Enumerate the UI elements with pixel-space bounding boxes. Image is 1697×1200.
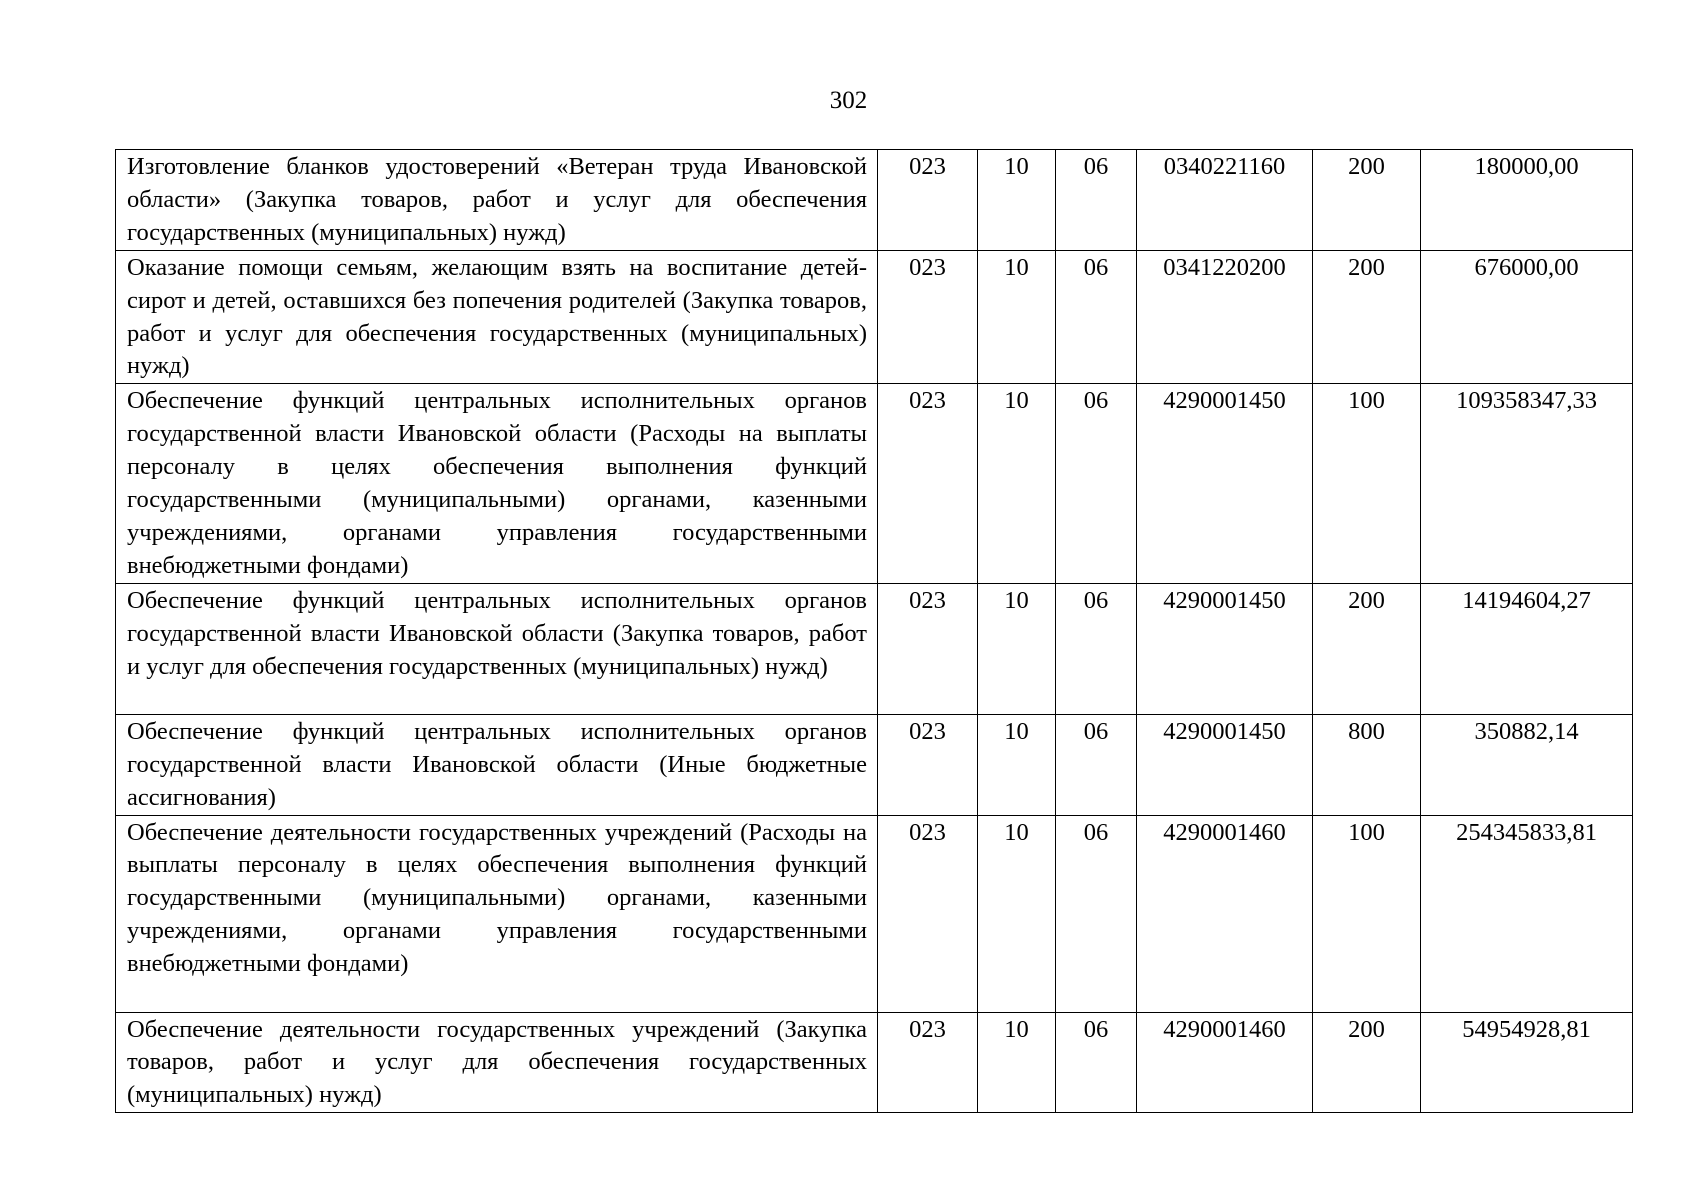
subsection-code: 06	[1056, 714, 1137, 815]
expense-description: Изготовление бланков удостоверений «Ветеран труда Ивановской области» (Закупка товаров, работ и услуг для обеспечения государственных (муниципальных) нужд)	[116, 150, 878, 251]
section-code: 10	[978, 815, 1056, 1012]
target-article-code: 0341220200	[1137, 250, 1313, 384]
target-article-code: 4290001460	[1137, 1012, 1313, 1113]
expense-description: Обеспечение функций центральных исполнительных органов государственной власти Ивановской области (Закупка товаров, работ и услуг для обеспечения государственных (муниципальных) нужд)	[116, 583, 878, 714]
ministry-code: 023	[878, 714, 978, 815]
expense-type-code: 200	[1313, 250, 1421, 384]
expense-type-code: 200	[1313, 583, 1421, 714]
subsection-code: 06	[1056, 815, 1137, 1012]
subsection-code: 06	[1056, 583, 1137, 714]
amount: 254345833,81	[1421, 815, 1633, 1012]
target-article-code: 4290001460	[1137, 815, 1313, 1012]
expense-type-code: 200	[1313, 1012, 1421, 1113]
ministry-code: 023	[878, 384, 978, 583]
amount: 180000,00	[1421, 150, 1633, 251]
table-row	[116, 384, 1633, 583]
expense-description: Обеспечение функций центральных исполнительных органов государственной власти Ивановской области (Расходы на выплаты персоналу в целях обеспечения выполнения функций государственными (муниципальными) органами, казенными учреждениями, органами управления государственными внебюджетными фондами)	[116, 384, 878, 583]
expense-description: Обеспечение деятельности государственных учреждений (Закупка товаров, работ и услуг для обеспечения государственных (муниципальных) нужд)	[116, 1012, 878, 1113]
page-number: 302	[829, 87, 868, 114]
subsection-code: 06	[1056, 150, 1137, 251]
section-code: 10	[978, 583, 1056, 714]
ministry-code: 023	[878, 1012, 978, 1113]
amount: 109358347,33	[1421, 384, 1633, 583]
subsection-code: 06	[1056, 250, 1137, 384]
ministry-code: 023	[878, 250, 978, 384]
subsection-code: 06	[1056, 384, 1137, 583]
table-row	[116, 250, 1633, 384]
expense-type-code: 100	[1313, 384, 1421, 583]
ministry-code: 023	[878, 150, 978, 251]
table-row	[116, 150, 1633, 251]
expense-description: Оказание помощи семьям, желающим взять на воспитание детей-сирот и детей, оставшихся без попечения родителей (Закупка товаров, работ и услуг для обеспечения государственных (муниципальных) нужд)	[116, 250, 878, 384]
amount: 350882,14	[1421, 714, 1633, 815]
section-code: 10	[978, 714, 1056, 815]
table-row	[116, 1012, 1633, 1113]
target-article-code: 4290001450	[1137, 714, 1313, 815]
expense-description: Обеспечение функций центральных исполнительных органов государственной власти Ивановской области (Иные бюджетные ассигнования)	[116, 714, 878, 815]
target-article-code: 4290001450	[1137, 384, 1313, 583]
ministry-code: 023	[878, 815, 978, 1012]
amount: 676000,00	[1421, 250, 1633, 384]
table-row	[116, 815, 1633, 1012]
section-code: 10	[978, 150, 1056, 251]
budget-table	[115, 149, 1633, 1113]
target-article-code: 0340221160	[1137, 150, 1313, 251]
expense-type-code: 800	[1313, 714, 1421, 815]
expense-type-code: 200	[1313, 150, 1421, 251]
ministry-code: 023	[878, 583, 978, 714]
table-row	[116, 714, 1633, 815]
section-code: 10	[978, 384, 1056, 583]
amount: 54954928,81	[1421, 1012, 1633, 1113]
section-code: 10	[978, 1012, 1056, 1113]
amount: 14194604,27	[1421, 583, 1633, 714]
target-article-code: 4290001450	[1137, 583, 1313, 714]
expense-description: Обеспечение деятельности государственных учреждений (Расходы на выплаты персоналу в целях обеспечения выполнения функций государственными (муниципальными) органами, казенными учреждениями, органами управления государственными внебюджетными фондами)	[116, 815, 878, 1012]
table-row	[116, 583, 1633, 714]
subsection-code: 06	[1056, 1012, 1137, 1113]
expense-type-code: 100	[1313, 815, 1421, 1012]
section-code: 10	[978, 250, 1056, 384]
